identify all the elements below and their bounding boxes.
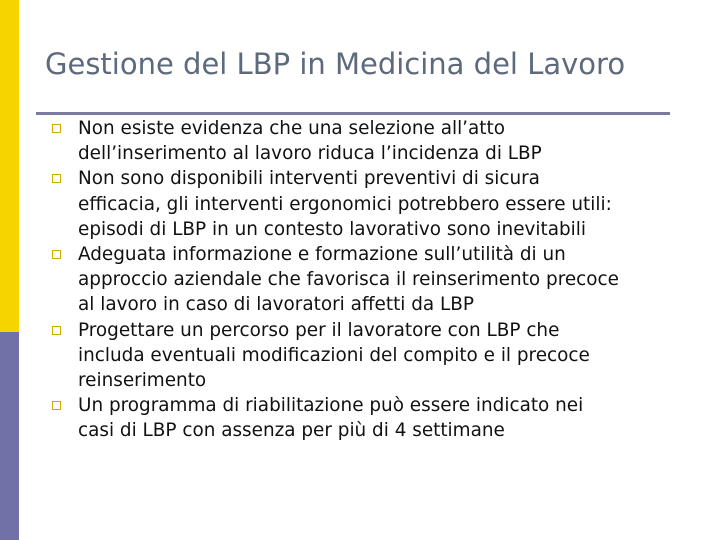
bullet-5-line-2: casi di LBP con assenza per più di 4 settimane (78, 420, 505, 442)
bullet-item-1 (44, 116, 704, 166)
bullet-item-2 (44, 166, 704, 242)
bullet-3-line-2: approccio aziendale che favorisca il reinserimento precoce (78, 269, 619, 291)
bullet-1-line-1: Non esiste evidenza che una selezione all’atto (78, 118, 505, 139)
bullet-3-line-1: Adeguata informazione e formazione sull’utilità di un (78, 244, 566, 266)
hollow-square-icon (52, 326, 61, 335)
bullet-item-3 (44, 242, 704, 318)
side-accent-bar-yellow (0, 0, 19, 332)
hollow-square-icon (52, 124, 61, 133)
bullet-4-line-1: Progettare un percorso per il lavoratore con LBP che (78, 319, 560, 341)
bullet-3-line-3: al lavoro in caso di lavoratori affetti da LBP (78, 294, 474, 316)
hollow-square-icon (52, 250, 61, 259)
title-divider (36, 112, 670, 115)
hollow-square-icon (52, 401, 61, 410)
bullet-2-line-2: efficacia, gli interventi ergonomici potrebbero essere utili: (78, 193, 612, 215)
slide-title: Gestione del LBP in Medicina del Lavoro (45, 47, 626, 81)
bullet-5-line-1: Un programma di riabilitazione può essere indicato nei (78, 395, 584, 417)
bullet-2-line-3: episodi di LBP in un contesto lavorativo sono inevitabili (78, 218, 586, 240)
bullet-4-line-3: reinserimento (78, 370, 207, 392)
hollow-square-icon (52, 174, 61, 183)
bullet-2-line-1: Non sono disponibili interventi preventivi di sicura (78, 168, 540, 190)
bullet-list (44, 116, 704, 444)
bullet-item-4 (44, 318, 704, 394)
bullet-1-line-2: dell’inserimento al lavoro riduca l’incidenza di LBP (78, 143, 542, 165)
bullet-4-line-2: includa eventuali modificazioni del compito e il precoce (78, 344, 590, 366)
side-accent-bar-purple (0, 332, 19, 540)
bullet-item-5 (44, 393, 704, 443)
